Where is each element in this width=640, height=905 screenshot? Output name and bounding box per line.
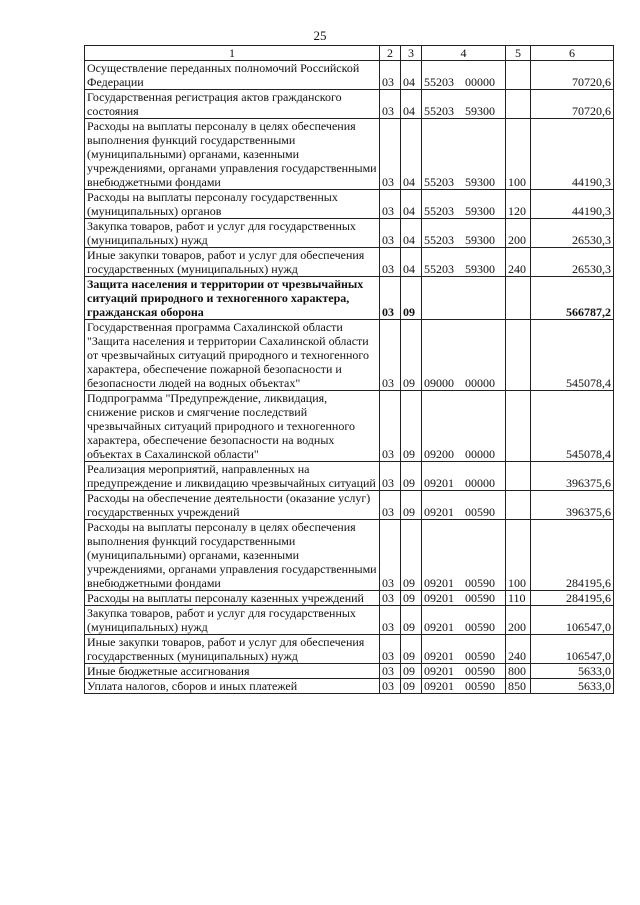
cell-target-article: 55203 59300 (422, 248, 506, 277)
cell-name: Закупка товаров, работ и услуг для государственных (муниципальных) нужд (85, 219, 380, 248)
cell-target-article: 09201 00590 (422, 520, 506, 591)
cell-target-article: 09201 00000 (422, 462, 506, 491)
cell-section: 03 (380, 61, 401, 90)
cell-name: Расходы на выплаты персоналу в целях обеспечения выполнения функций государственными (муниципальными) органами, казенными учреждениями, органами управления государственными внебюджетными фондами (85, 520, 380, 591)
cell-target-article: 09201 00590 (422, 591, 506, 606)
cell-section: 03 (380, 591, 401, 606)
table-row (85, 491, 614, 520)
cell-expense-type (506, 90, 531, 119)
cell-section: 03 (380, 190, 401, 219)
cell-amount: 70720,6 (531, 90, 614, 119)
header-cell-section: 2 (380, 46, 401, 61)
cell-section: 03 (380, 606, 401, 635)
cell-expense-type (506, 391, 531, 462)
cell-target-article: 09201 00590 (422, 635, 506, 664)
cell-subsection: 04 (401, 219, 422, 248)
cell-name: Иные закупки товаров, работ и услуг для обеспечения государственных (муниципальных) нужд (85, 248, 380, 277)
cell-expense-type: 200 (506, 606, 531, 635)
cell-subsection: 04 (401, 119, 422, 190)
header-cell-target-article: 4 (422, 46, 506, 61)
cell-amount: 26530,3 (531, 248, 614, 277)
cell-expense-type (506, 61, 531, 90)
cell-section: 03 (380, 277, 401, 320)
table-row (85, 391, 614, 462)
cell-section: 03 (380, 462, 401, 491)
cell-subsection: 04 (401, 61, 422, 90)
cell-section: 03 (380, 219, 401, 248)
cell-subsection: 09 (401, 591, 422, 606)
cell-target-article: 09000 00000 (422, 320, 506, 391)
cell-amount: 5633,0 (531, 664, 614, 679)
cell-subsection: 09 (401, 491, 422, 520)
cell-section: 03 (380, 679, 401, 694)
table-row (85, 190, 614, 219)
page-number: 25 (313, 28, 327, 43)
cell-amount: 545078,4 (531, 320, 614, 391)
cell-section: 03 (380, 320, 401, 391)
cell-section: 03 (380, 664, 401, 679)
cell-amount: 545078,4 (531, 391, 614, 462)
cell-subsection: 09 (401, 606, 422, 635)
table-row (85, 664, 614, 679)
cell-amount: 26530,3 (531, 219, 614, 248)
cell-name: Уплата налогов, сборов и иных платежей (85, 679, 380, 694)
cell-amount: 44190,3 (531, 190, 614, 219)
cell-amount: 284195,6 (531, 591, 614, 606)
header-cell-name: 1 (85, 46, 380, 61)
cell-name: Расходы на выплаты персоналу государственных (муниципальных) органов (85, 190, 380, 219)
cell-expense-type: 240 (506, 635, 531, 664)
cell-expense-type (506, 277, 531, 320)
cell-name: Реализация мероприятий, направленных на предупреждение и ликвидацию чрезвычайных ситуаций (85, 462, 380, 491)
cell-amount: 106547,0 (531, 606, 614, 635)
table-row (85, 520, 614, 591)
cell-subsection: 09 (401, 679, 422, 694)
cell-expense-type (506, 491, 531, 520)
cell-target-article: 55203 59300 (422, 190, 506, 219)
cell-amount: 70720,6 (531, 61, 614, 90)
cell-name: Расходы на обеспечение деятельности (оказание услуг) государственных учреждений (85, 491, 380, 520)
cell-expense-type: 200 (506, 219, 531, 248)
table-row (85, 679, 614, 694)
cell-subsection: 09 (401, 462, 422, 491)
cell-expense-type: 110 (506, 591, 531, 606)
cell-expense-type: 850 (506, 679, 531, 694)
table-row (85, 277, 614, 320)
cell-name: Государственная программа Сахалинской области "Защита населения и территории Сахалинской области от чрезвычайных ситуаций природного и техногенного характера, обеспечение пожарной безопасности и безопасности людей на водных объектах" (85, 320, 380, 391)
cell-name: Подпрограмма "Предупреждение, ликвидация, снижение рисков и смягчение последствий чрезвычайных ситуаций природного и техногенного характера, обеспечение безопасности на водных объектах в Сахалинской области" (85, 391, 380, 462)
cell-subsection: 09 (401, 520, 422, 591)
table-header-row (85, 46, 614, 61)
cell-section: 03 (380, 635, 401, 664)
cell-subsection: 09 (401, 277, 422, 320)
cell-amount: 44190,3 (531, 119, 614, 190)
cell-section: 03 (380, 491, 401, 520)
cell-expense-type: 100 (506, 119, 531, 190)
cell-name: Иные бюджетные ассигнования (85, 664, 380, 679)
cell-amount: 5633,0 (531, 679, 614, 694)
cell-section: 03 (380, 248, 401, 277)
cell-amount: 396375,6 (531, 491, 614, 520)
table-row (85, 320, 614, 391)
cell-section: 03 (380, 90, 401, 119)
cell-expense-type: 800 (506, 664, 531, 679)
table-row (85, 606, 614, 635)
cell-subsection: 09 (401, 391, 422, 462)
cell-subsection: 09 (401, 664, 422, 679)
table-row (85, 61, 614, 90)
cell-target-article: 09201 00590 (422, 679, 506, 694)
cell-amount: 106547,0 (531, 635, 614, 664)
cell-expense-type (506, 320, 531, 391)
cell-name: Государственная регистрация актов гражданского состояния (85, 90, 380, 119)
cell-expense-type: 240 (506, 248, 531, 277)
cell-name: Расходы на выплаты персоналу в целях обеспечения выполнения функций государственными (муниципальными) органами, казенными учреждениями, органами управления государственными внебюджетными фондами (85, 119, 380, 190)
table-row (85, 90, 614, 119)
cell-target-article: 09201 00590 (422, 664, 506, 679)
cell-name: Расходы на выплаты персоналу казенных учреждений (85, 591, 380, 606)
cell-subsection: 04 (401, 190, 422, 219)
table-row (85, 462, 614, 491)
cell-section: 03 (380, 520, 401, 591)
cell-target-article (422, 277, 506, 320)
table-row (85, 248, 614, 277)
cell-subsection: 04 (401, 248, 422, 277)
cell-amount: 566787,2 (531, 277, 614, 320)
cell-amount: 396375,6 (531, 462, 614, 491)
cell-name: Иные закупки товаров, работ и услуг для обеспечения государственных (муниципальных) нужд (85, 635, 380, 664)
header-cell-expense-type: 5 (506, 46, 531, 61)
cell-target-article: 55203 00000 (422, 61, 506, 90)
cell-subsection: 09 (401, 320, 422, 391)
cell-name: Осуществление переданных полномочий Российской Федерации (85, 61, 380, 90)
table-row (85, 591, 614, 606)
cell-target-article: 55203 59300 (422, 90, 506, 119)
table-row (85, 635, 614, 664)
header-cell-subsection: 3 (401, 46, 422, 61)
cell-subsection: 09 (401, 635, 422, 664)
cell-target-article: 55203 59300 (422, 119, 506, 190)
cell-amount: 284195,6 (531, 520, 614, 591)
header-cell-amount: 6 (531, 46, 614, 61)
cell-section: 03 (380, 119, 401, 190)
table-row (85, 219, 614, 248)
cell-expense-type: 120 (506, 190, 531, 219)
cell-section: 03 (380, 391, 401, 462)
cell-subsection: 04 (401, 90, 422, 119)
cell-expense-type (506, 462, 531, 491)
budget-table (84, 45, 614, 694)
cell-expense-type: 100 (506, 520, 531, 591)
cell-target-article: 55203 59300 (422, 219, 506, 248)
cell-target-article: 09201 00590 (422, 491, 506, 520)
cell-name: Закупка товаров, работ и услуг для государственных (муниципальных) нужд (85, 606, 380, 635)
cell-target-article: 09200 00000 (422, 391, 506, 462)
cell-target-article: 09201 00590 (422, 606, 506, 635)
table-row (85, 119, 614, 190)
cell-name: Защита населения и территории от чрезвычайных ситуаций природного и техногенного характера, гражданская оборона (85, 277, 380, 320)
